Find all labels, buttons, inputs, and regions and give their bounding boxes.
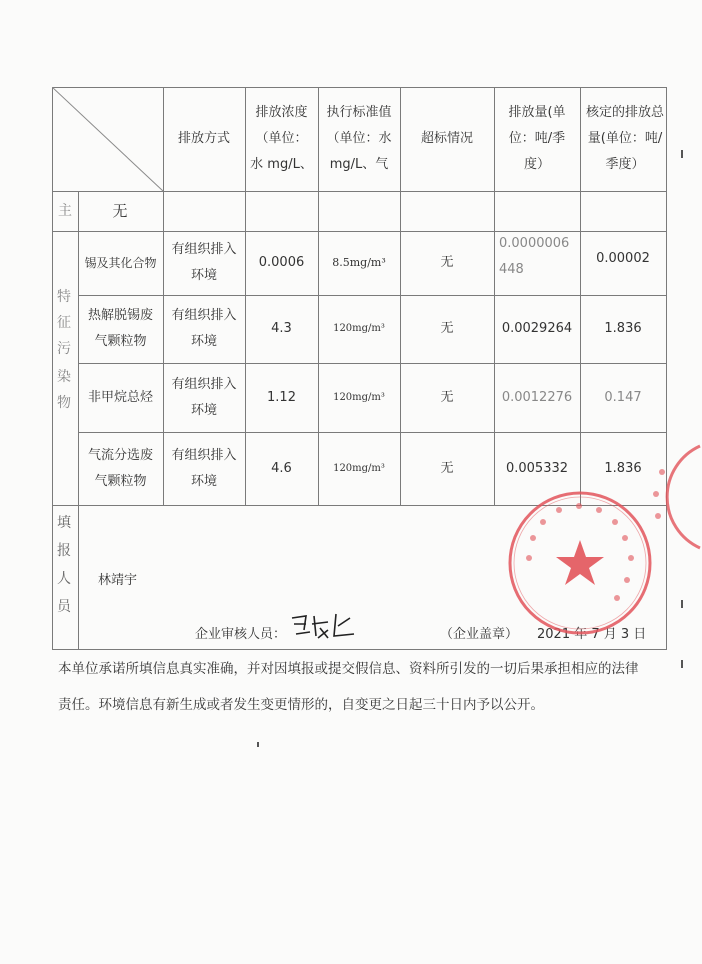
filler-label-char: 人 — [57, 571, 71, 587]
header-amount-line: 排放量(单 — [508, 105, 566, 120]
reviewer-signature — [288, 608, 360, 644]
main-row-value: 无 — [112, 202, 128, 220]
filler-label-char: 报 — [57, 543, 71, 559]
partial-stamp — [640, 442, 702, 552]
pollutant-name-line: 气流分选废 — [87, 447, 153, 463]
header-method: 排放方式 — [177, 131, 230, 146]
approved-value: 1.836 — [604, 460, 642, 476]
scan-speck — [681, 600, 683, 608]
method-cell — [163, 295, 245, 363]
amount-value: 0.0012276 — [501, 389, 573, 405]
pollutant-name — [78, 432, 163, 505]
header-approved — [580, 87, 670, 191]
method-line: 有组织排入 — [171, 447, 237, 463]
company-stamp — [505, 488, 655, 638]
exceed-value: 无 — [440, 255, 454, 270]
standard-value: 120mg/m³ — [333, 391, 385, 403]
amount-line: 0.0000006 — [499, 236, 570, 251]
pollutant-name: 锡及其化合物 — [84, 256, 157, 270]
amount-value: 0.0029264 — [501, 321, 573, 336]
feature-label-char: 物 — [57, 395, 71, 411]
header-concentration-line: 排放浓度 — [255, 105, 308, 120]
method-cell — [163, 432, 245, 505]
method-line: 环境 — [190, 334, 217, 349]
header-approved-line: 核定的排放总 — [585, 105, 664, 120]
scan-speck — [257, 742, 259, 747]
method-line: 有组织排入 — [171, 242, 237, 257]
pollutant-name — [78, 295, 163, 363]
pollutant-name-line: 气颗粒物 — [94, 334, 147, 349]
concentration-value: 1.12 — [267, 389, 296, 405]
statement-line: 本单位承诺所填信息真实准确，并对因填报或提交假信息、资料所引发的一切后果承担相应的法律 — [58, 661, 639, 677]
header-standard — [318, 87, 400, 191]
method-cell — [163, 363, 245, 432]
feature-label-char: 污 — [57, 341, 71, 357]
standard-value: 8.5mg/m³ — [332, 256, 386, 269]
amount-cell — [496, 231, 580, 295]
filler-name: 林靖宇 — [98, 573, 138, 588]
header-concentration — [245, 87, 318, 191]
exceed-value: 无 — [440, 460, 454, 476]
feature-label-char: 染 — [57, 369, 71, 385]
approved-value: 0.147 — [604, 389, 642, 405]
header-amount — [494, 87, 580, 191]
pollutant-name: 非甲烷总烃 — [87, 389, 153, 405]
header-approved-line: 季度） — [605, 157, 645, 172]
header-amount-line: 位：吨/季 — [508, 131, 566, 146]
amount-line: 448 — [499, 262, 524, 277]
sign-date: 2021 年 7 月 3 日 — [537, 627, 647, 642]
filler-label-char: 填 — [57, 515, 71, 531]
header-approved-line: 量(单位：吨/ — [587, 131, 663, 146]
exceed-value: 无 — [440, 321, 454, 336]
method-cell — [163, 231, 245, 295]
standard-value: 120mg/m³ — [333, 323, 385, 334]
approved-value: 0.00002 — [596, 251, 650, 266]
header-standard-line: mg/L、气 — [329, 157, 389, 172]
method-line: 环境 — [190, 473, 217, 489]
feature-label-char: 征 — [57, 315, 71, 331]
method-line: 有组织排入 — [171, 376, 237, 392]
pollutant-name-line: 热解脱锡废 — [87, 308, 153, 323]
feature-label-char: 特 — [57, 289, 71, 305]
header-concentration-line: （单位： — [255, 131, 308, 146]
header-diagonal — [52, 87, 164, 192]
concentration-value: 0.0006 — [258, 255, 305, 270]
main-row-label: 主 — [58, 203, 72, 219]
pollutant-name-line: 气颗粒物 — [94, 473, 147, 489]
header-amount-line: 度） — [523, 157, 550, 172]
concentration-value: 4.3 — [271, 321, 292, 336]
concentration-value: 4.6 — [271, 460, 292, 476]
method-line: 有组织排入 — [171, 308, 237, 323]
approved-value: 1.836 — [604, 321, 642, 336]
reviewer-label: 企业审核人员： — [195, 627, 287, 642]
header-standard-line: 执行标准值 — [326, 105, 392, 120]
scan-speck — [681, 660, 683, 668]
statement-line: 责任。环境信息有新生成或者发生变更情形的，自变更之日起三十日内予以公开。 — [58, 697, 544, 713]
seal-label: （企业盖章） — [440, 627, 519, 642]
standard-value: 120mg/m³ — [333, 462, 385, 474]
header-exceed: 超标情况 — [420, 131, 473, 146]
method-line: 环境 — [190, 268, 217, 283]
method-line: 环境 — [190, 402, 217, 418]
scan-speck — [681, 150, 683, 158]
filler-label-char: 员 — [57, 599, 71, 615]
exceed-value: 无 — [440, 389, 454, 405]
header-standard-line: （单位：水 — [326, 131, 392, 146]
header-concentration-line: 水 mg/L、 — [250, 157, 313, 172]
amount-value: 0.005332 — [505, 460, 569, 476]
